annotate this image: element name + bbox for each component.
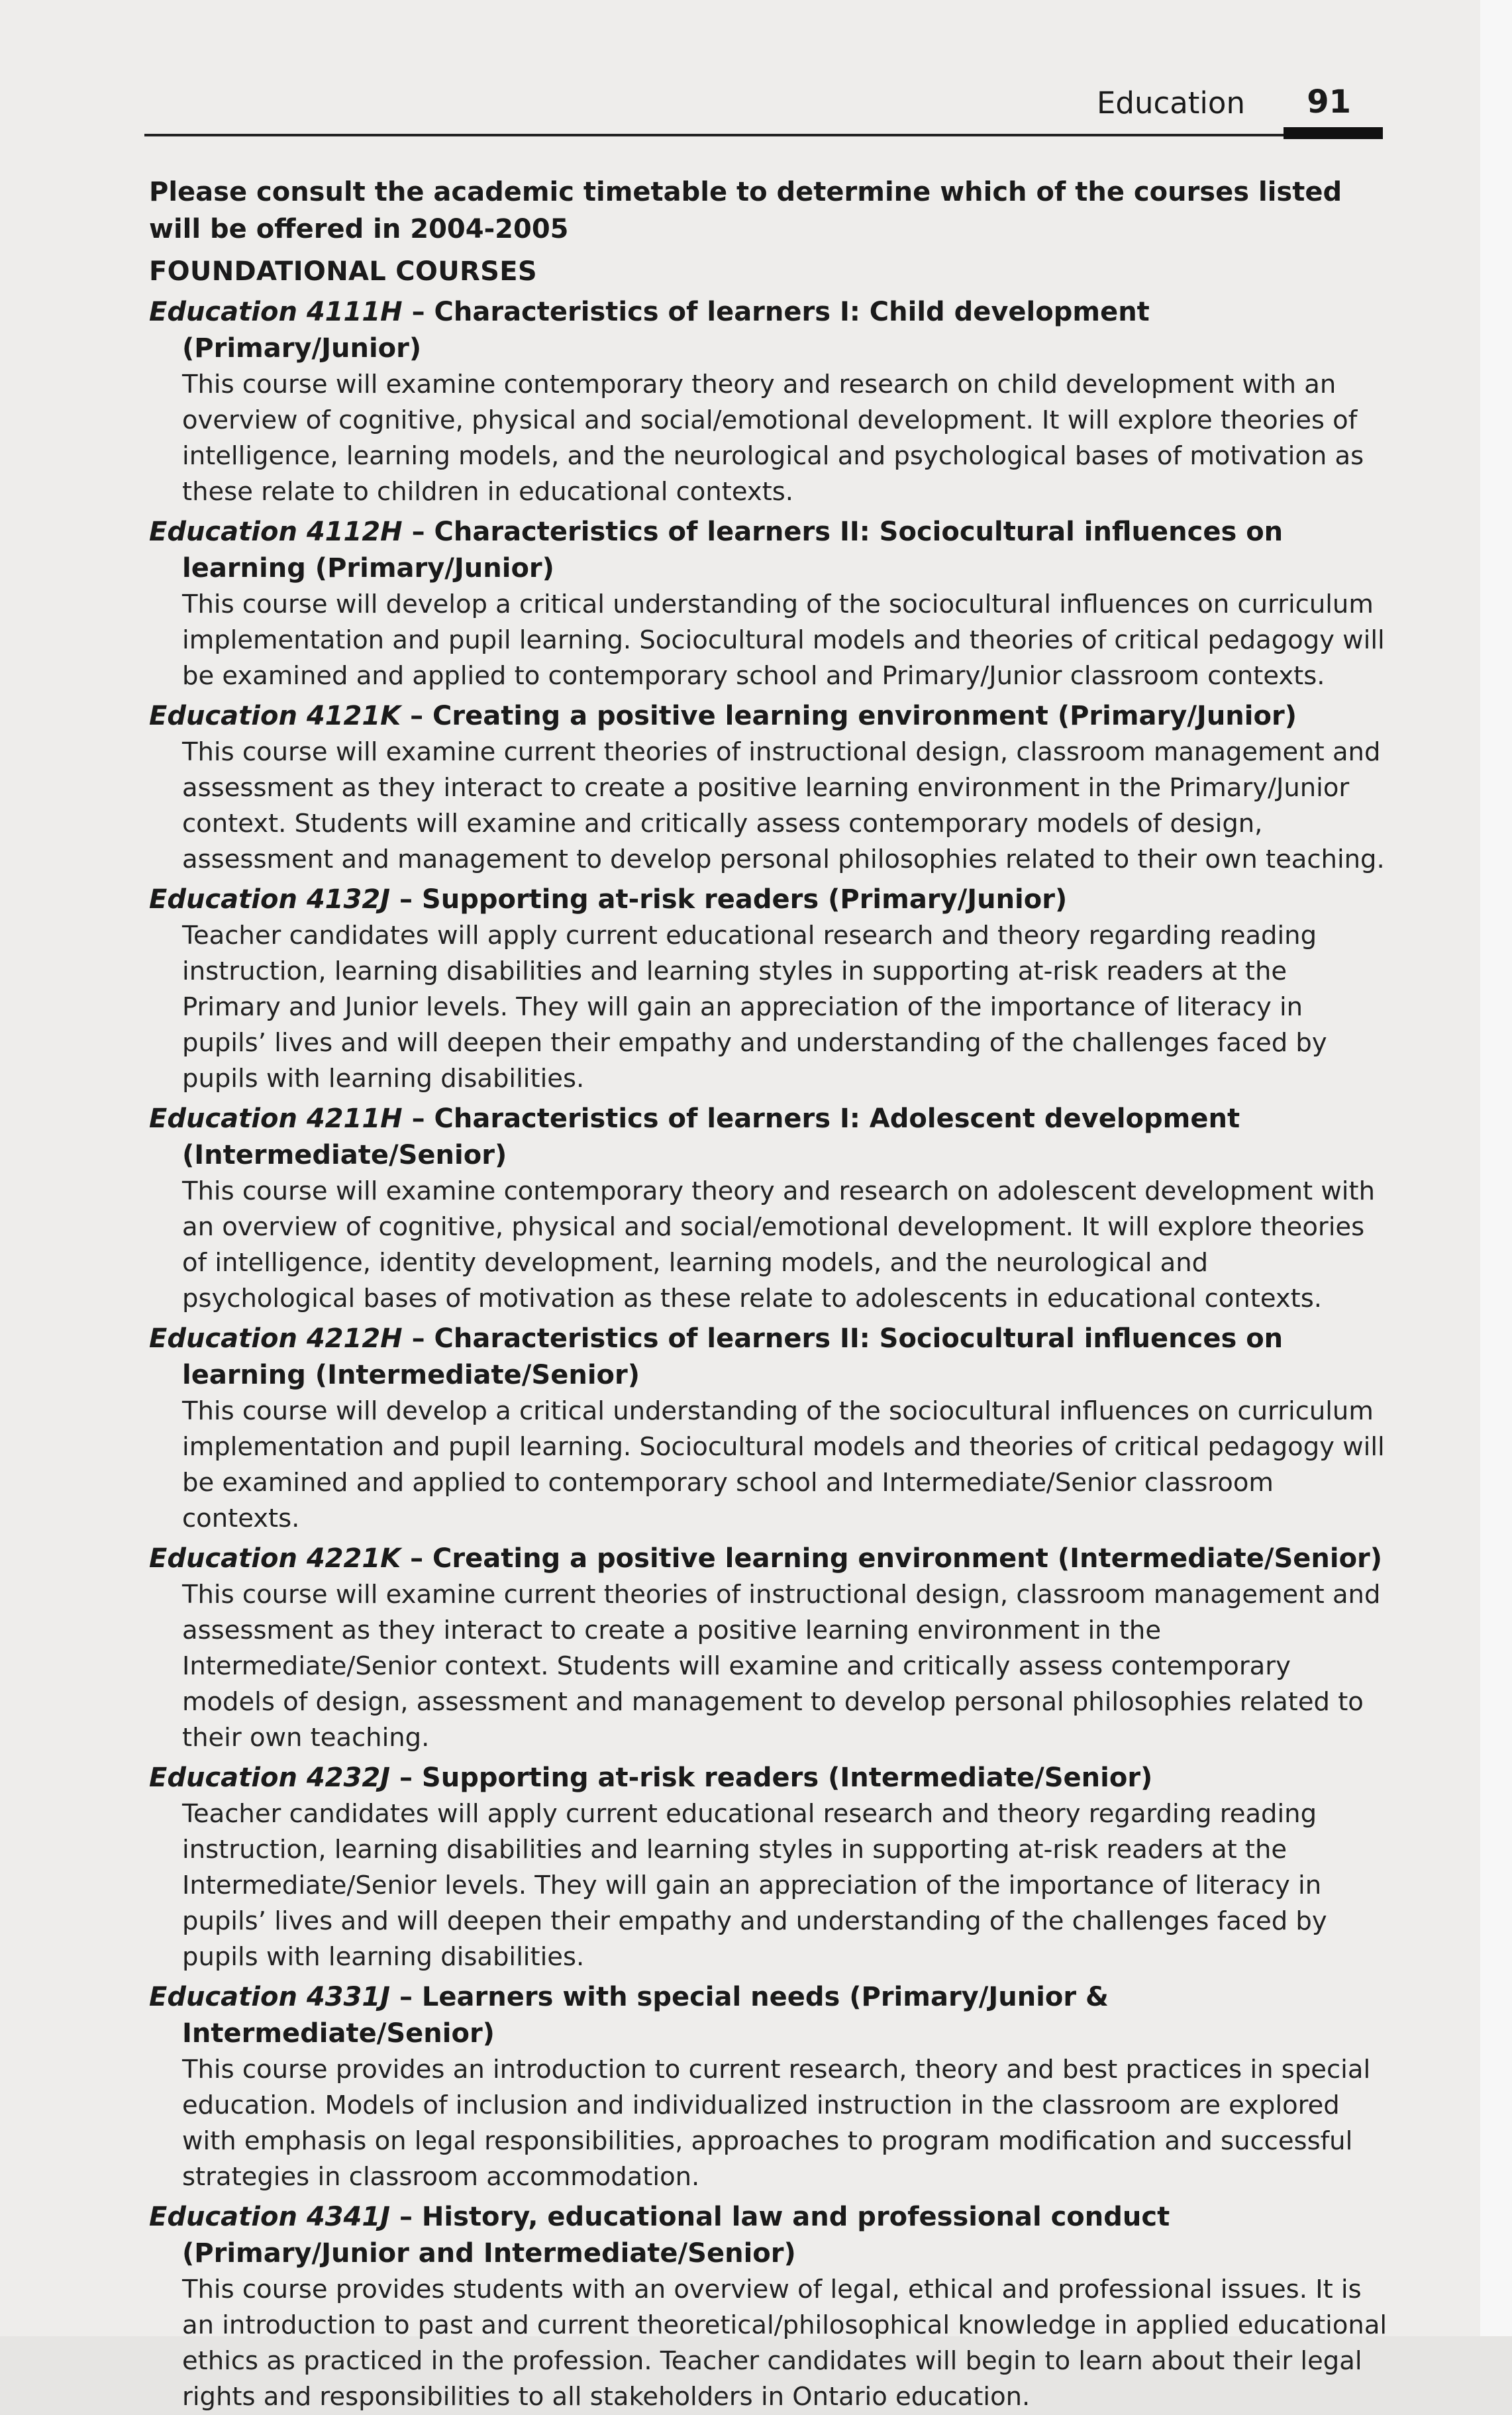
course-separator: – <box>402 517 434 547</box>
course-name: Supporting at-risk readers (Primary/Junior) <box>421 884 1068 915</box>
course-entry <box>149 1321 1387 1537</box>
course-name: Learners with special needs (Primary/Junior & Intermediate/Senior) <box>182 1982 1109 2049</box>
course-description: This course will examine current theories of instructional design, classroom management and assessment as they interact to create a positive learning environment in the Intermediate/Senior context. Students will examine and critically assess contemporary models of design, assessment and management to develop personal philosophies related to their own teaching. <box>182 1580 1381 1753</box>
course-name: Characteristics of learners II: Sociocultural influences on learning (Primary/Junior) <box>182 517 1284 584</box>
course-title <box>149 294 1387 367</box>
course-description: This course provides an introduction to current research, theory and best practices in special education. Models of inclusion and individualized instruction in the classroom are explored with emphasis on legal responsibilities, approaches to program modification and successful strategies in classroom accommodation. <box>182 2055 1371 2192</box>
course-title <box>149 882 1387 918</box>
course-name: Characteristics of learners I: Child development (Primary/Junior) <box>182 297 1150 364</box>
course-entry <box>149 1101 1387 1317</box>
course-separator: – <box>402 1323 434 1354</box>
course-separator: – <box>390 884 422 915</box>
course-title <box>149 1979 1387 2052</box>
course-separator: – <box>390 1763 422 1793</box>
course-entry <box>149 882 1387 1097</box>
course-description: Teacher candidates will apply current educational research and theory regarding reading instruction, learning disabilities and learning styles in supporting at-risk readers at the Intermediate/Senior levels. They will gain an appreciation of the importance of literacy in pupils’ lives and will deepen their empathy and understanding of the challenges faced by pupils with learning disabilities. <box>182 1799 1327 1972</box>
section-heading: FOUNDATIONAL COURSES <box>149 256 537 287</box>
course-separator: – <box>390 2202 422 2232</box>
course-code: Education 4212H <box>149 1323 403 1354</box>
course-code: Education 4211H <box>149 1104 403 1134</box>
course-entry <box>149 294 1387 510</box>
course-entry <box>149 698 1387 878</box>
header-rule-tab <box>1284 127 1383 139</box>
course-description: This course will examine contemporary theory and research on child development with an overview of cognitive, physical and social/emotional development. It will explore theories of intelligence, learning models, and the neurological and psychological bases of motivation as these relate to children in educational contexts. <box>182 370 1364 507</box>
course-separator: – <box>390 1982 422 2012</box>
running-title: Education <box>1096 85 1245 121</box>
course-title <box>149 1101 1387 1174</box>
course-description: This course will develop a critical understanding of the sociocultural influences on curriculum implementation and pupil learning. Sociocultural models and theories of critical pedagogy will be examined and applied to contemporary school and Intermediate/Senior classroom contexts. <box>182 1396 1385 1533</box>
course-title <box>149 2199 1387 2272</box>
course-description: This course will examine contemporary theory and research on adolescent development with an overview of cognitive, physical and social/emotional development. It will explore theories of intelligence, identity development, learning models, and the neurological and psychological bases of motivation as these relate to adolescents in educational contexts. <box>182 1176 1376 1313</box>
course-title <box>149 1321 1387 1394</box>
course-title <box>149 1541 1387 1577</box>
timetable-notice: Please consult the academic timetable to determine which of the courses listed will be offered in 2004-2005 <box>149 177 1342 244</box>
header-rule <box>144 134 1383 136</box>
course-description: Teacher candidates will apply current educational research and theory regarding reading instruction, learning disabilities and learning styles in supporting at-risk readers at the Primary and Junior levels. They will gain an appreciation of the importance of literacy in pupils’ lives and will deepen their empathy and understanding of the challenges faced by pupils with learning disabilities. <box>182 921 1327 1094</box>
course-title <box>149 514 1387 587</box>
course-separator: – <box>402 297 434 327</box>
course-entry <box>149 1979 1387 2195</box>
course-title <box>149 1760 1387 1796</box>
course-title <box>149 698 1387 735</box>
course-code: Education 4121K <box>149 701 401 731</box>
course-entry <box>149 2199 1387 2415</box>
course-code: Education 4331J <box>149 1982 391 2012</box>
course-separator: – <box>401 701 433 731</box>
course-description: This course will examine current theories of instructional design, classroom management and assessment as they interact to create a positive learning environment in the Primary/Junior context. Students will examine and critically assess contemporary models of design, assessment and management to develop personal philosophies related to their own teaching. <box>182 737 1385 874</box>
course-code: Education 4221K <box>149 1543 401 1574</box>
course-name: Supporting at-risk readers (Intermediate/Senior) <box>421 1763 1153 1793</box>
page-edge <box>1480 0 1512 2336</box>
course-description: This course provides students with an overview of legal, ethical and professional issues. It is an introduction to past and current theoretical/philosophical knowledge in applied educational ethics as practiced in the profession. Teacher candidates will begin to learn about their legal rights and responsibilities to all stakeholders in Ontario education. <box>182 2275 1387 2412</box>
course-description: This course will develop a critical understanding of the sociocultural influences on curriculum implementation and pupil learning. Sociocultural models and theories of critical pedagogy will be examined and applied to contemporary school and Primary/Junior classroom contexts. <box>182 590 1385 691</box>
page-number: 91 <box>1307 83 1351 121</box>
course-list <box>149 294 1387 2415</box>
course-name: Creating a positive learning environment (Primary/Junior) <box>432 701 1297 731</box>
course-code: Education 4111H <box>149 297 403 327</box>
course-name: History, educational law and professional conduct (Primary/Junior and Intermediate/Senior) <box>182 2202 1170 2269</box>
course-code: Education 4232J <box>149 1763 391 1793</box>
course-separator: – <box>402 1104 434 1134</box>
page-body <box>149 174 1387 2415</box>
course-separator: – <box>401 1543 433 1574</box>
course-name: Characteristics of learners II: Sociocultural influences on learning (Intermediate/Senior) <box>182 1323 1284 1390</box>
course-entry <box>149 1541 1387 1756</box>
course-name: Creating a positive learning environment (Intermediate/Senior) <box>432 1543 1383 1574</box>
page-header <box>144 79 1383 139</box>
course-code: Education 4132J <box>149 884 391 915</box>
course-name: Characteristics of learners I: Adolescent development (Intermediate/Senior) <box>182 1104 1240 1170</box>
course-entry <box>149 1760 1387 1975</box>
course-entry <box>149 514 1387 694</box>
course-code: Education 4341J <box>149 2202 391 2232</box>
course-code: Education 4112H <box>149 517 403 547</box>
